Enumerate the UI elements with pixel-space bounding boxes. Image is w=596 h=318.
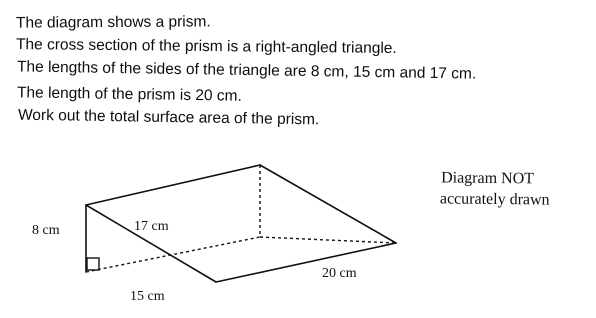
note-line-2: accurately drawn bbox=[439, 190, 550, 209]
note-line-1: Diagram NOT bbox=[441, 169, 535, 188]
question-line-5: Work out the total surface area of the prism. bbox=[17, 106, 320, 129]
question-line-4: The length of the prism is 20 cm. bbox=[16, 84, 242, 105]
right-angle-marker bbox=[87, 258, 99, 270]
question-line-2: The cross section of the prism is a right-angled triangle. bbox=[15, 36, 397, 57]
question-line-1: The diagram shows a prism. bbox=[15, 13, 211, 32]
label-length: 20 cm bbox=[322, 266, 357, 281]
hidden-back-base-edge bbox=[260, 237, 396, 243]
top-edge bbox=[86, 165, 260, 205]
bottom-front-edge bbox=[216, 243, 396, 282]
question-line-3: The lengths of the sides of the triangle are 8 cm, 15 cm and 17 cm. bbox=[16, 58, 477, 83]
label-height: 8 cm bbox=[32, 223, 60, 238]
label-hypotenuse: 17 cm bbox=[134, 219, 169, 234]
diagram-note bbox=[440, 167, 550, 211]
front-hypotenuse-edge bbox=[86, 205, 216, 282]
back-hypotenuse-edge bbox=[260, 165, 396, 243]
label-base: 15 cm bbox=[130, 289, 165, 304]
hidden-bottom-edge bbox=[86, 237, 260, 272]
